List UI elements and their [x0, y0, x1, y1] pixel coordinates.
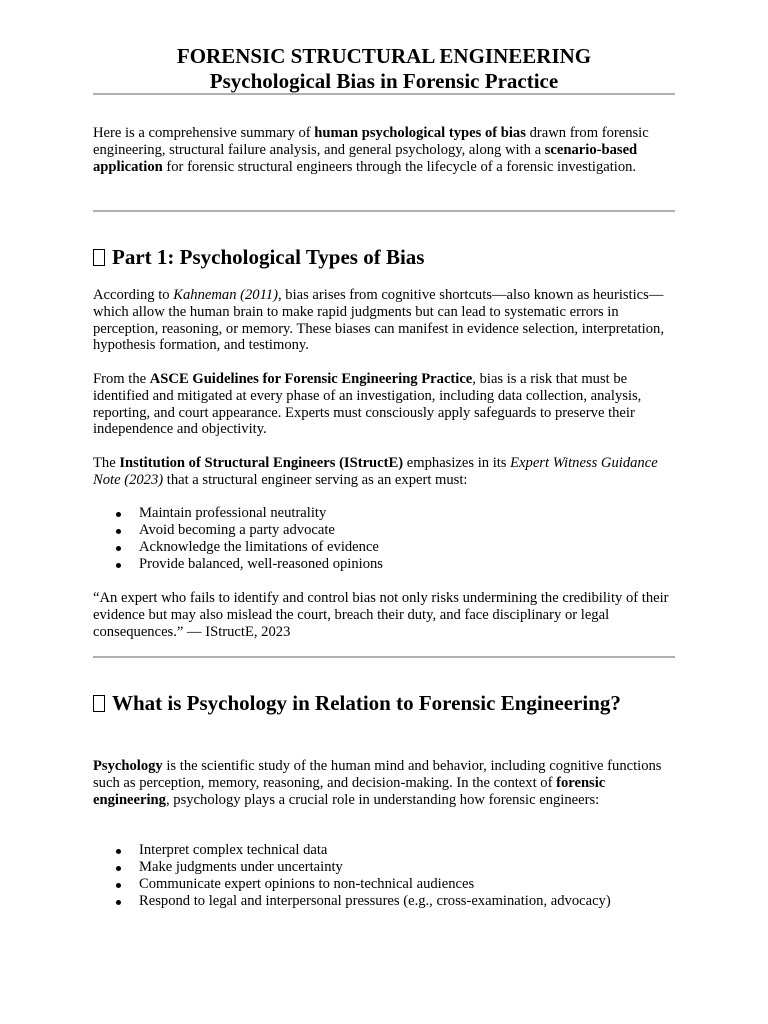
part1-p3-text-1: The — [93, 455, 120, 471]
part2-heading-text: What is Psychology in Relation to Forensic Engineering? — [112, 691, 621, 715]
list-item: Acknowledge the limitations of evidence — [93, 539, 383, 556]
title-line-1: FORENSIC STRUCTURAL ENGINEERING — [176, 44, 592, 68]
part1-paragraph-2 — [93, 371, 675, 438]
part1-quote: “An expert who fails to identify and control bias not only risks undermining the credibility of their evidence but may also mislead the court, breach their duty, and face disciplinary or legal consequences.” — IStructE, 2023 — [93, 590, 669, 640]
list-item: Maintain professional neutrality — [93, 505, 383, 522]
part1-p3-italic-1: Expert Witness Guidance Note (2023) — [93, 455, 658, 488]
part1-p2-text-1: From the — [93, 371, 150, 387]
part1-p1-text-1: According to — [93, 287, 174, 303]
part2-p1-text-2: , psychology plays a crucial role in understanding how forensic engineers: — [165, 791, 600, 808]
part1-heading — [93, 244, 675, 270]
intro-bold-2: scenario-based application — [93, 141, 638, 175]
part1-bullet-list — [93, 505, 383, 573]
section-divider-2 — [93, 656, 675, 658]
list-item: Avoid becoming a party advocate — [93, 522, 383, 539]
part2-p1-bold-2: forensic engineering — [93, 774, 606, 808]
intro-text-3: for forensic structural engineers through the lifecycle of a forensic investigation. — [162, 158, 637, 175]
part1-p3-bold-1: Institution of Structural Engineers (IStructE) — [119, 455, 404, 471]
title-divider — [93, 93, 675, 95]
intro-text-2: drawn from forensic engineering, structural failure analysis, and general psychology, along with a — [93, 125, 649, 158]
document-title — [93, 44, 675, 94]
intro-text-1: Here is a comprehensive summary of — [93, 125, 315, 141]
missing-glyph-box-icon — [93, 249, 105, 266]
part1-p1-text-2: , bias arises from cognitive shortcuts—also known as heuristics—which allow the human brain to make rapid judgments but can lead to systematic errors in perception, reasoning, or memory. These biases can manifest in evidence selection, interpretation, hypothesis formation, and testimony. — [93, 287, 664, 354]
intro-bold-1: human psychological types of bias — [314, 125, 526, 141]
part2-p1-text-1: is the scientific study of the human mind and behavior, including cognitive functions such as perception, memory, reasoning, and decision-making. In the context of — [93, 758, 662, 791]
part2-paragraph-1 — [93, 758, 675, 808]
list-item: Provide balanced, well-reasoned opinions — [93, 556, 383, 573]
part1-p2-bold-1: ASCE Guidelines for Forensic Engineering Practice — [149, 371, 473, 387]
list-item: Respond to legal and interpersonal pressures (e.g., cross-examination, advocacy) — [93, 893, 611, 910]
list-item: Interpret complex technical data — [93, 842, 611, 859]
part2-p1-bold-1: Psychology — [93, 758, 163, 774]
part1-paragraph-3 — [93, 455, 675, 489]
intro-paragraph — [93, 125, 675, 175]
part1-p2-text-2: , bias is a risk that must be identified and mitigated at every phase of an investigation, including data collection, analysis, reporting, and court appearance. Experts must consciously apply safeguards to preserve their independence and objectivity. — [93, 371, 642, 438]
part1-heading-text: Part 1: Psychological Types of Bias — [112, 245, 425, 269]
list-item: Communicate expert opinions to non-technical audiences — [93, 876, 611, 893]
part1-paragraph-1 — [93, 287, 675, 354]
part1-p3-text-2: emphasizes in its — [403, 455, 511, 471]
part2-bullet-list — [93, 842, 611, 910]
part1-p1-italic-1: Kahneman (2011) — [173, 287, 278, 303]
missing-glyph-box-icon — [93, 695, 105, 712]
title-line-2: Psychological Bias in Forensic Practice — [209, 69, 559, 93]
list-item: Make judgments under uncertainty — [93, 859, 611, 876]
section-divider-1 — [93, 210, 675, 212]
part2-heading — [93, 690, 675, 716]
part1-p3-text-3: that a structural engineer serving as an expert must: — [163, 471, 468, 488]
